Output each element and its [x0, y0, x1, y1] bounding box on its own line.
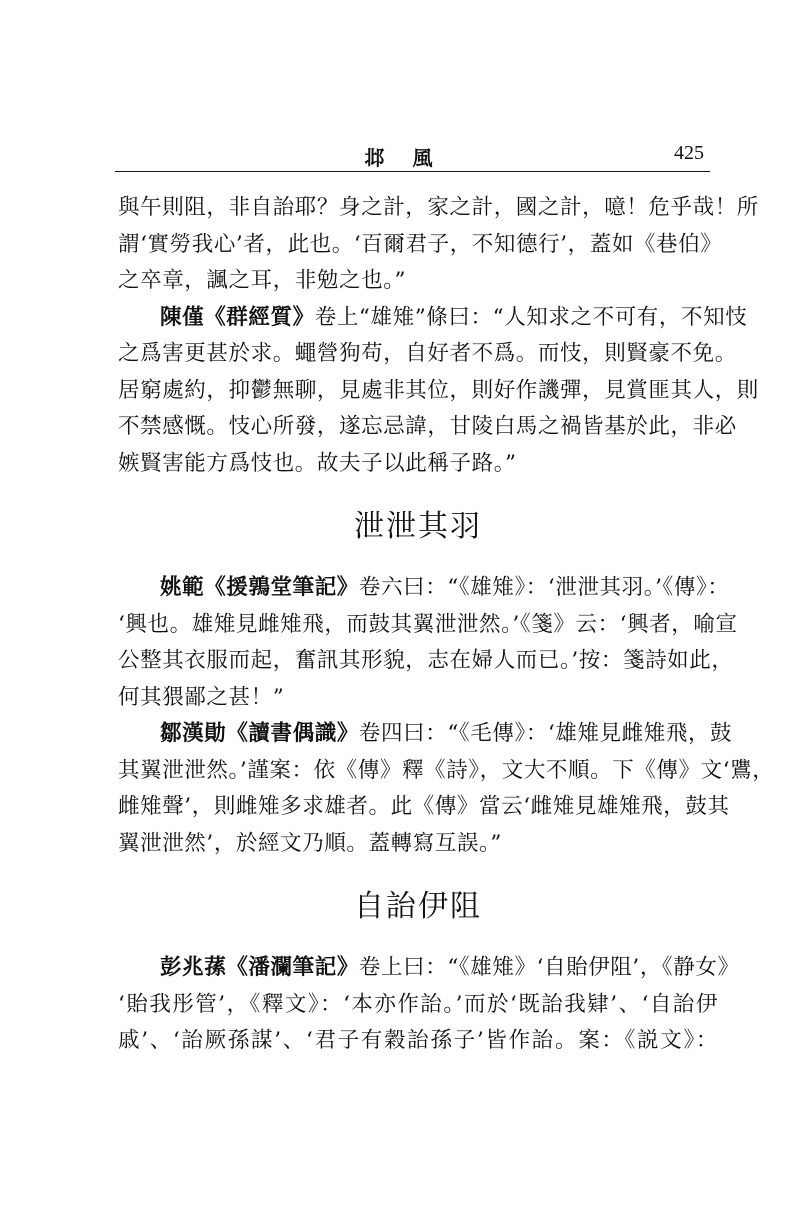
- text-line: 戚’、‘詒厥孫謀’、‘君子有穀詒孫子’皆作詒。案：《説文》：: [118, 1028, 718, 1053]
- running-title: 邶風: [364, 146, 461, 170]
- text-line: [118, 950, 740, 987]
- text-line: 其翼泄泄然。’謹案：依《傳》釋《詩》，文大不順。下《傳》文‘鷕，: [118, 757, 775, 783]
- text-line: 居窮處約，抑鬱無聊，見處非其位，則好作譏彈，見賞匪其人，則: [118, 377, 759, 403]
- text-line: 不禁感慨。忮心所發，遂忘忌諱，甘陵白馬之禍皆基於此，非必: [118, 414, 737, 439]
- text-line: ‘貽我彤管’，《釋文》：‘本亦作詒。’而於‘既詒我肄’、‘自詒伊: [118, 991, 718, 1017]
- page-header: [115, 138, 710, 172]
- author-name: 鄒漢勛: [160, 721, 227, 746]
- text-line: 嫉賢害能方爲忮也。故夫子以此稱子路。”: [118, 450, 517, 476]
- book-title: 《群經質》: [204, 304, 315, 330]
- text-line: 與午則阻，非自詒耶？身之計，家之計，國之計，噫！危乎哉！所: [118, 195, 759, 220]
- author-name: 彭兆蓀: [160, 955, 227, 980]
- author-name: 陳僅: [160, 304, 205, 330]
- text-line: [118, 716, 733, 753]
- text-run: 卷上曰：“《雄雉》‘自貽伊阻’，《静女》: [358, 955, 740, 980]
- text-run: 卷四曰：“《毛傳》：‘雄雉見雌雉飛，鼓: [358, 721, 733, 746]
- paragraph-5: [118, 950, 740, 1060]
- author-name: 姚範: [160, 575, 205, 600]
- section-heading: 自詒伊阻: [354, 889, 482, 924]
- book-title: 《潘瀾筆記》: [226, 955, 359, 980]
- text-run: 卷六曰：“《雄雉》：‘泄泄其羽。’《傳》：: [358, 575, 730, 600]
- paragraph-3: [118, 570, 738, 716]
- text-line: 何其猥鄙之甚！”: [118, 684, 285, 710]
- book-title: 《援鶉堂筆記》: [204, 575, 359, 600]
- page-number: 425: [674, 142, 704, 164]
- text-line: 雌雉聲’，則雌雉多求雄者。此《傳》當云‘雌雉見雄雉飛，鼓其: [118, 794, 730, 819]
- text-line: 謂‘實勞我心’者，此也。‘百爾君子，不知德行’，蓋如《巷伯》: [118, 231, 723, 257]
- text-line: [118, 300, 748, 337]
- text-line: 之爲害更甚於求。蠅營狗苟，自好者不爲。而忮，則賢豪不免。: [118, 341, 737, 366]
- book-title: 《讀書偶識》: [226, 721, 359, 746]
- page-body: [118, 190, 775, 1060]
- text-line: 之卒章，諷之耳，非勉之也。”: [118, 268, 407, 293]
- text-line: [118, 570, 730, 607]
- paragraph-1: [118, 190, 759, 300]
- header-rule: [115, 171, 710, 172]
- section-heading: 泄泄其羽: [354, 509, 482, 544]
- text-line: ‘興也。雄雉見雌雉飛，而鼓其翼泄泄然。’《箋》云：‘興者，喻宣: [118, 611, 738, 637]
- text-run: 卷上“雄雉”條曰：“人知求之不可有，不知忮: [314, 304, 748, 330]
- text-line: 翼泄泄然’，於經文乃順。蓋轉寫互誤。”: [118, 830, 502, 856]
- text-line: 公整其衣服而起，奮訊其形貌，志在婦人而已。’按：箋詩如此，: [118, 648, 734, 673]
- paragraph-2: [118, 300, 759, 483]
- paragraph-4: [118, 716, 775, 862]
